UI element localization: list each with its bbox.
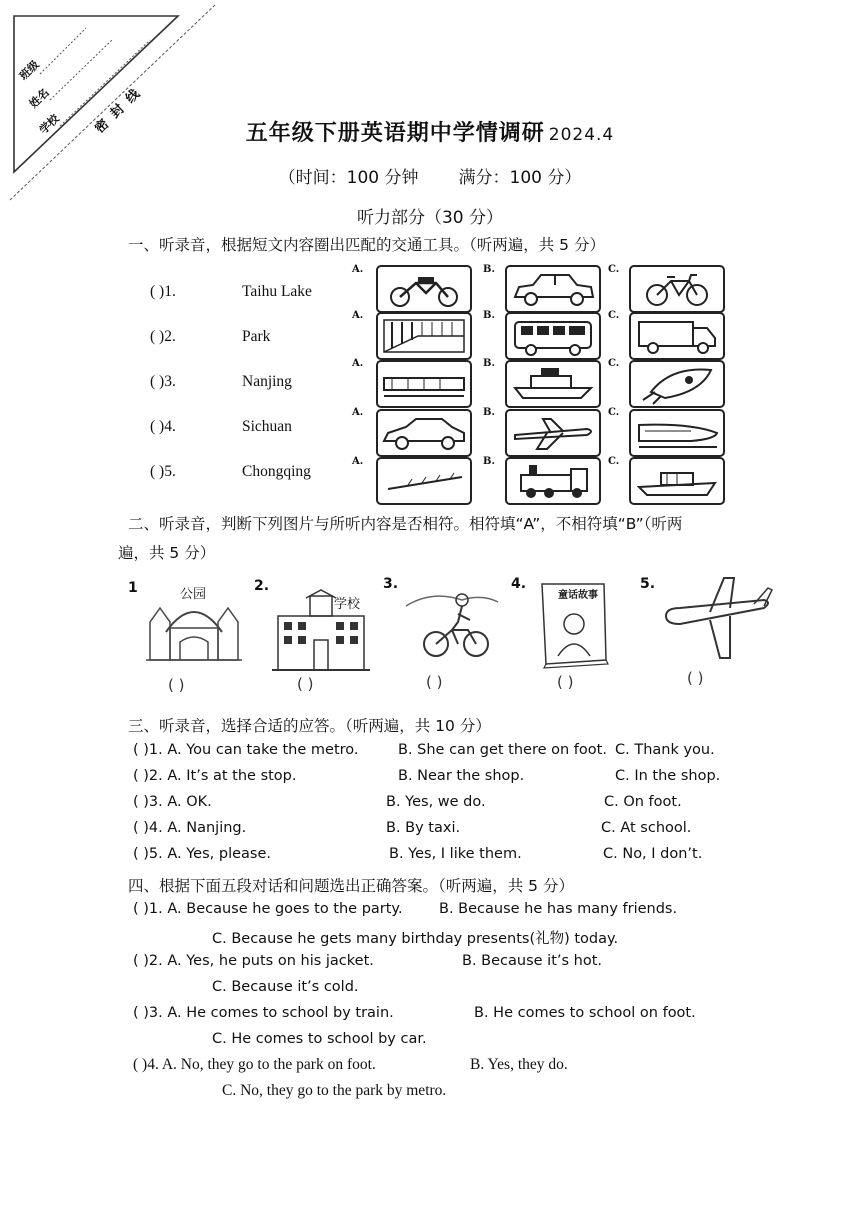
p4-q4-a: ( )4. A. No, they go to the park on foot. xyxy=(133,1056,376,1073)
opt-letter-b: B. xyxy=(483,456,495,467)
p1-item-3-num: ( )3. xyxy=(150,373,176,390)
ship-icon[interactable] xyxy=(505,360,601,408)
p2-answer-4[interactable]: ( ) xyxy=(557,673,574,691)
score-info: 满分：100 分） xyxy=(458,168,582,188)
p3-q2-b: B. Near the shop. xyxy=(398,768,525,784)
metro-icon[interactable] xyxy=(376,312,472,360)
opt-letter-a: A. xyxy=(352,407,364,418)
p4-q4-c: C. No, they go to the park by metro. xyxy=(222,1082,447,1099)
part1-heading: 一、听录音，根据短文内容圈出匹配的交通工具。（听两遍，共 5 分） xyxy=(128,236,605,254)
p4-q3-a: ( )3. A. He comes to school by train. xyxy=(133,1005,394,1021)
section-heading: 听力部分（30 分） xyxy=(356,208,504,228)
airplane-icon xyxy=(660,574,776,664)
p4-q2-c: C. Because it’s cold. xyxy=(212,979,359,995)
opt-letter-c: C. xyxy=(608,358,620,369)
p4-q1-a: ( )1. A. Because he goes to the party. xyxy=(133,901,403,917)
p4-q3-c: C. He comes to school by car. xyxy=(212,1031,427,1047)
p2-answer-2[interactable]: ( ) xyxy=(297,675,314,693)
seal-line-text: 密 封 线 xyxy=(92,85,145,137)
p4-q4-b: B. Yes, they do. xyxy=(470,1056,568,1073)
page-title xyxy=(0,116,860,147)
p4-q2-a: ( )2. A. Yes, he puts on his jacket. xyxy=(133,953,374,969)
park-icon xyxy=(144,592,244,664)
p1-item-2-place: Park xyxy=(242,328,271,345)
p3-q4-a: ( )4. A. Nanjing. xyxy=(133,820,247,836)
opt-letter-b: B. xyxy=(483,264,495,275)
opt-letter-a: A. xyxy=(352,358,364,369)
p3-q1-b: B. She can get there on foot. xyxy=(398,742,607,758)
part4-heading: 四、根据下面五段对话和问题选出正确答案。（听两遍，共 5 分） xyxy=(128,877,574,895)
railway-icon[interactable] xyxy=(376,457,472,505)
p1-item-1-place: Taihu Lake xyxy=(242,283,312,300)
class-label: 班级 xyxy=(16,58,42,83)
p3-q3-c: C. On foot. xyxy=(604,794,682,810)
part3-heading: 三、听录音，选择合适的应答。（听两遍，共 10 分） xyxy=(128,717,491,735)
steam-train-icon[interactable] xyxy=(505,457,601,505)
p3-q1-c: C. Thank you. xyxy=(615,742,715,758)
p1-item-3-place: Nanjing xyxy=(242,373,292,390)
opt-letter-b: B. xyxy=(483,310,495,321)
p3-q5-b: B. Yes, I like them. xyxy=(389,846,522,862)
cyclist-icon xyxy=(402,586,502,660)
opt-letter-b: B. xyxy=(483,407,495,418)
p3-q5-a: ( )5. A. Yes, please. xyxy=(133,846,271,862)
p3-q3-a: ( )3. A. OK. xyxy=(133,794,212,810)
opt-letter-b: B. xyxy=(483,358,495,369)
p3-q1-a: ( )1. A. You can take the metro. xyxy=(133,742,359,758)
p1-item-4-num: ( )4. xyxy=(150,418,176,435)
p2-label-school: 学校 xyxy=(334,597,361,612)
taxi-icon[interactable] xyxy=(376,409,472,457)
p4-q1-c: C. Because he gets many birthday presents(礼物) today. xyxy=(212,931,619,947)
p2-answer-1[interactable]: ( ) xyxy=(168,676,185,694)
p2-answer-5[interactable]: ( ) xyxy=(687,669,704,687)
opt-letter-c: C. xyxy=(608,264,620,275)
time-info: （时间：100 分钟 xyxy=(278,168,419,188)
p1-item-5-num: ( )5. xyxy=(150,463,176,480)
opt-letter-a: A. xyxy=(352,264,364,275)
p3-q4-b: B. By taxi. xyxy=(386,820,461,836)
boat-icon[interactable] xyxy=(629,457,725,505)
storybook-title: 童话故事 xyxy=(558,590,598,601)
part2-heading-line1: 二、听录音，判断下列图片与所听内容是否相符。相符填“A”，不相符填“B”（听两 xyxy=(128,515,683,533)
p2-num-4: 4. xyxy=(511,576,527,592)
p1-item-4-place: Sichuan xyxy=(242,418,292,435)
high-speed-train-icon[interactable] xyxy=(629,409,725,457)
bus-icon[interactable] xyxy=(505,312,601,360)
p3-q2-c: C. In the shop. xyxy=(615,768,721,784)
p3-q5-c: C. No, I don’t. xyxy=(603,846,703,862)
car-icon[interactable] xyxy=(505,265,601,313)
school-label: 学校 xyxy=(36,112,62,137)
part2-heading-line2: 遍，共 5 分） xyxy=(118,544,216,562)
truck-icon[interactable] xyxy=(629,312,725,360)
opt-letter-a: A. xyxy=(352,310,364,321)
opt-letter-a: A. xyxy=(352,456,364,467)
p2-num-3: 3. xyxy=(383,576,399,592)
p2-num-2: 2. xyxy=(254,578,270,594)
p3-q2-a: ( )2. A. It’s at the stop. xyxy=(133,768,297,784)
opt-letter-c: C. xyxy=(608,456,620,467)
p2-label-park: 公园 xyxy=(180,587,207,602)
opt-letter-c: C. xyxy=(608,407,620,418)
title-text: 五年级下册英语期中学情调研 xyxy=(245,121,545,146)
p3-q3-b: B. Yes, we do. xyxy=(386,794,486,810)
p1-item-5-place: Chongqing xyxy=(242,463,311,480)
name-label: 姓名 xyxy=(26,86,52,111)
p2-num-1: 1 xyxy=(128,580,138,596)
motorbike-icon[interactable] xyxy=(376,265,472,313)
spaceship-icon[interactable] xyxy=(629,360,725,408)
p2-answer-3[interactable]: ( ) xyxy=(426,673,443,691)
p3-q4-c: C. At school. xyxy=(601,820,692,836)
p4-q2-b: B. Because it’s hot. xyxy=(462,953,603,969)
title-year: 2024.4 xyxy=(548,125,615,145)
school-icon xyxy=(272,590,370,672)
p2-num-5: 5. xyxy=(640,576,656,592)
train-icon[interactable] xyxy=(376,360,472,408)
exam-info xyxy=(0,163,860,188)
bicycle-icon[interactable] xyxy=(629,265,725,313)
p4-q1-b: B. Because he has many friends. xyxy=(439,901,678,917)
p1-item-2-num: ( )2. xyxy=(150,328,176,345)
p4-q3-b: B. He comes to school on foot. xyxy=(474,1005,696,1021)
p1-item-1-num: ( )1. xyxy=(150,283,176,300)
plane-icon[interactable] xyxy=(505,409,601,457)
opt-letter-c: C. xyxy=(608,310,620,321)
